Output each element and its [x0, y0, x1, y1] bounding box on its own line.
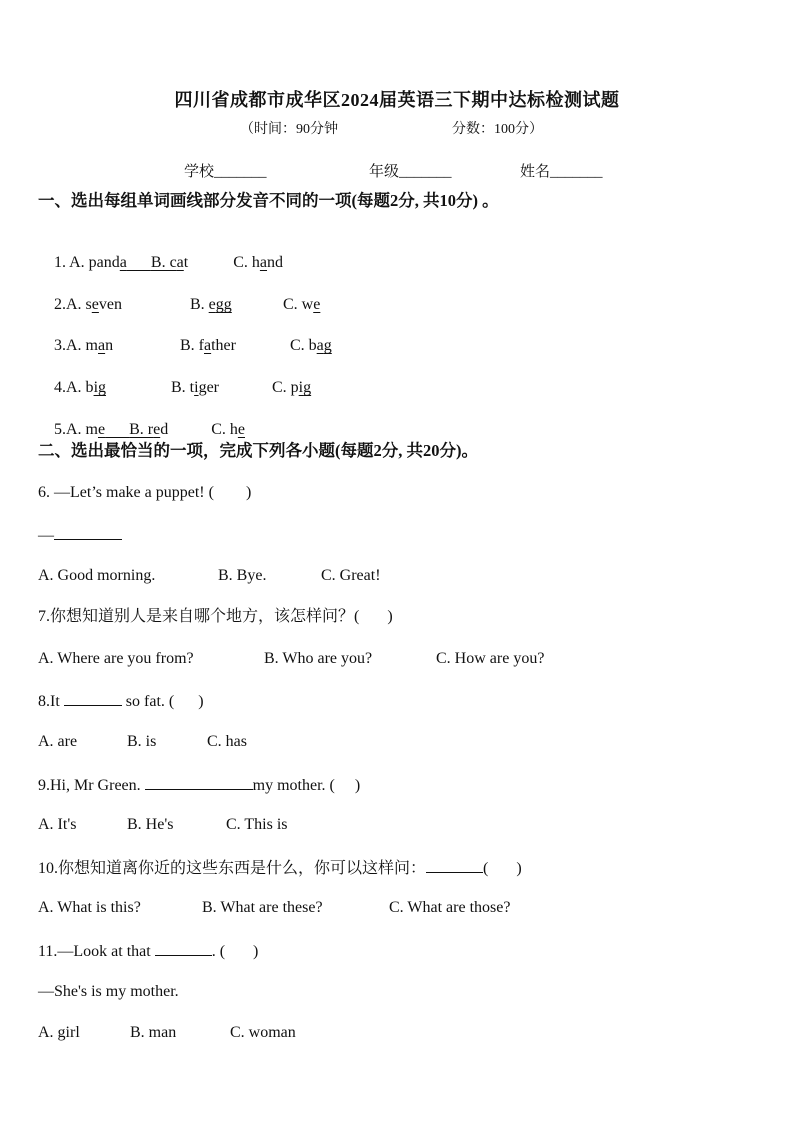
- option-c[interactable]: C. has: [207, 733, 247, 750]
- option-b[interactable]: [180, 336, 290, 356]
- option-b[interactable]: B. Bye.: [218, 567, 267, 584]
- question-11-options: [38, 1023, 296, 1043]
- option-c-prefix: C. h: [211, 421, 238, 438]
- option-b-underlined: e: [153, 421, 161, 438]
- option-b-prefix: B. c: [150, 254, 177, 271]
- option-a[interactable]: A. It's: [38, 816, 77, 833]
- question-number: 3.: [54, 337, 66, 354]
- option-a[interactable]: [66, 336, 180, 356]
- name-field[interactable]: 姓名_______: [520, 164, 603, 180]
- option-a-underlined: a: [119, 254, 127, 271]
- option-c[interactable]: [290, 337, 332, 354]
- option-b[interactable]: B. Who are you?: [264, 650, 373, 667]
- option-b[interactable]: [171, 378, 272, 398]
- exam-score: 分数：100分）: [452, 122, 543, 137]
- option-b-prefix: B. r: [129, 421, 154, 438]
- option-c[interactable]: C. Great!: [321, 567, 381, 584]
- question-9-options: [38, 815, 288, 835]
- option-a-underlined: i: [93, 379, 99, 396]
- answer-blank[interactable]: [64, 690, 122, 706]
- question-8-options: [38, 732, 247, 752]
- question-text-end: . ( ): [211, 943, 259, 960]
- grade-field[interactable]: 年级_______: [369, 164, 452, 180]
- option-a[interactable]: A. are: [38, 733, 78, 750]
- option-b[interactable]: B. He's: [127, 816, 174, 833]
- section2-heading: 二、选出最恰当的一项，完成下列各小题(每题2分, 共20分)。: [38, 441, 478, 460]
- option-a-gap: [127, 254, 151, 271]
- option-b-suffix: d: [160, 421, 169, 438]
- exam-time: （时间：90分钟: [240, 122, 338, 137]
- option-b-suffix: t: [183, 254, 189, 271]
- option-b[interactable]: [151, 254, 177, 271]
- option-c-underlined: e: [313, 296, 321, 313]
- option-a[interactable]: [69, 254, 151, 271]
- option-a-suffix: n: [105, 337, 114, 354]
- question-7: 7.你想知道别人是来自哪个地方，该怎样问？( ): [38, 608, 393, 625]
- option-b[interactable]: B. is: [127, 733, 157, 750]
- option-a-underlined: e: [91, 296, 99, 313]
- question-text-end: so fat. ( ): [121, 693, 204, 710]
- option-b-suffix: ger: [198, 379, 220, 396]
- option-c[interactable]: [211, 421, 245, 438]
- question-6-reply: [38, 524, 122, 546]
- answer-blank[interactable]: [155, 940, 212, 956]
- option-c[interactable]: C. woman: [230, 1024, 296, 1041]
- option-a[interactable]: [66, 295, 190, 315]
- answer-blank[interactable]: [145, 774, 253, 790]
- option-c-underlined: i: [298, 379, 304, 396]
- school-field[interactable]: 学校_______: [184, 164, 267, 180]
- option-a[interactable]: [66, 378, 171, 398]
- option-a-gap: [105, 421, 129, 438]
- option-a-suffix: ven: [98, 296, 122, 313]
- option-a-underlined: a: [98, 337, 106, 354]
- option-b[interactable]: [129, 421, 153, 438]
- option-c-suffix: nd: [267, 254, 284, 271]
- option-b-prefix: B. t: [171, 379, 195, 396]
- option-a[interactable]: [66, 421, 129, 438]
- question-number: 4.: [54, 379, 66, 396]
- option-c-prefix: C. w: [283, 296, 314, 313]
- option-a-suffix: g: [98, 379, 107, 396]
- answer-blank[interactable]: [54, 524, 122, 540]
- question-number: 2.: [54, 296, 66, 313]
- question-number: 5.: [54, 421, 66, 438]
- option-c[interactable]: [233, 254, 283, 271]
- option-c[interactable]: C. What are those?: [389, 899, 511, 916]
- option-b-suffix: ther: [211, 337, 236, 354]
- option-b[interactable]: B. man: [130, 1024, 177, 1041]
- option-a[interactable]: A. Good morning.: [38, 567, 156, 584]
- question-8: [38, 690, 204, 712]
- option-c[interactable]: C. This is: [226, 816, 288, 833]
- option-a[interactable]: A. girl: [38, 1024, 80, 1041]
- question-6-options: [38, 566, 381, 586]
- question-7-options: [38, 649, 544, 669]
- option-a-underlined: e: [98, 421, 106, 438]
- option-c-prefix: C. b: [290, 337, 317, 354]
- question-text: 8.It: [38, 693, 64, 710]
- question-text-end: ( ): [483, 860, 522, 877]
- option-b-prefix: B.: [190, 296, 209, 313]
- option-a[interactable]: A. Where are you from?: [38, 650, 194, 667]
- option-a-prefix: A. m: [66, 337, 98, 354]
- section1-heading: 一、选出每组单词画线部分发音不同的一项(每题2分, 共10分) 。: [38, 191, 499, 210]
- dash: —: [38, 527, 54, 544]
- question-text: 10.你想知道离你近的这些东西是什么，你可以这样问：: [38, 860, 427, 877]
- page-title: 四川省成都市成华区2024届英语三下期中达标检测试题: [174, 90, 620, 110]
- option-c[interactable]: C. How are you?: [436, 650, 545, 667]
- question-6: 6. —Let’s make a puppet! ( ): [38, 484, 252, 501]
- question-10: [38, 857, 522, 879]
- option-b-suffix: gg: [215, 296, 232, 313]
- option-c-prefix: C. p: [272, 379, 299, 396]
- question-9: [38, 774, 360, 796]
- option-a-prefix: A. s: [66, 296, 92, 313]
- option-b-underlined: i: [194, 379, 199, 396]
- option-a-prefix: A. b: [66, 379, 94, 396]
- question-11-reply: —She's is my mother.: [38, 983, 179, 1000]
- option-b[interactable]: B. What are these?: [202, 899, 323, 916]
- answer-blank[interactable]: [426, 857, 483, 873]
- question-text: 9.Hi, Mr Green.: [38, 777, 145, 794]
- option-b-prefix: B. f: [180, 337, 204, 354]
- option-b-underlined: e: [208, 296, 216, 313]
- option-c-underlined: e: [237, 421, 245, 438]
- option-c-suffix: g: [303, 379, 312, 396]
- option-b-underlined: a: [204, 337, 212, 354]
- option-a[interactable]: A. What is this?: [38, 899, 141, 916]
- question-text-end: my mother. ( ): [252, 777, 361, 794]
- question-11: [38, 940, 258, 962]
- option-a-prefix: A. m: [66, 421, 98, 438]
- option-c[interactable]: [283, 296, 320, 313]
- question-number: 1.: [54, 254, 70, 271]
- option-c[interactable]: [272, 379, 311, 396]
- option-c-prefix: C. h: [233, 254, 260, 271]
- option-c-suffix: g: [323, 337, 332, 354]
- option-c-underlined: a: [316, 337, 324, 354]
- option-a-prefix: A. pand: [69, 254, 120, 271]
- option-b-underlined: a: [176, 254, 184, 271]
- option-b[interactable]: [190, 295, 283, 315]
- option-c-underlined: a: [259, 254, 268, 271]
- question-text: 11.—Look at that: [38, 943, 155, 960]
- question-10-options: [38, 898, 510, 918]
